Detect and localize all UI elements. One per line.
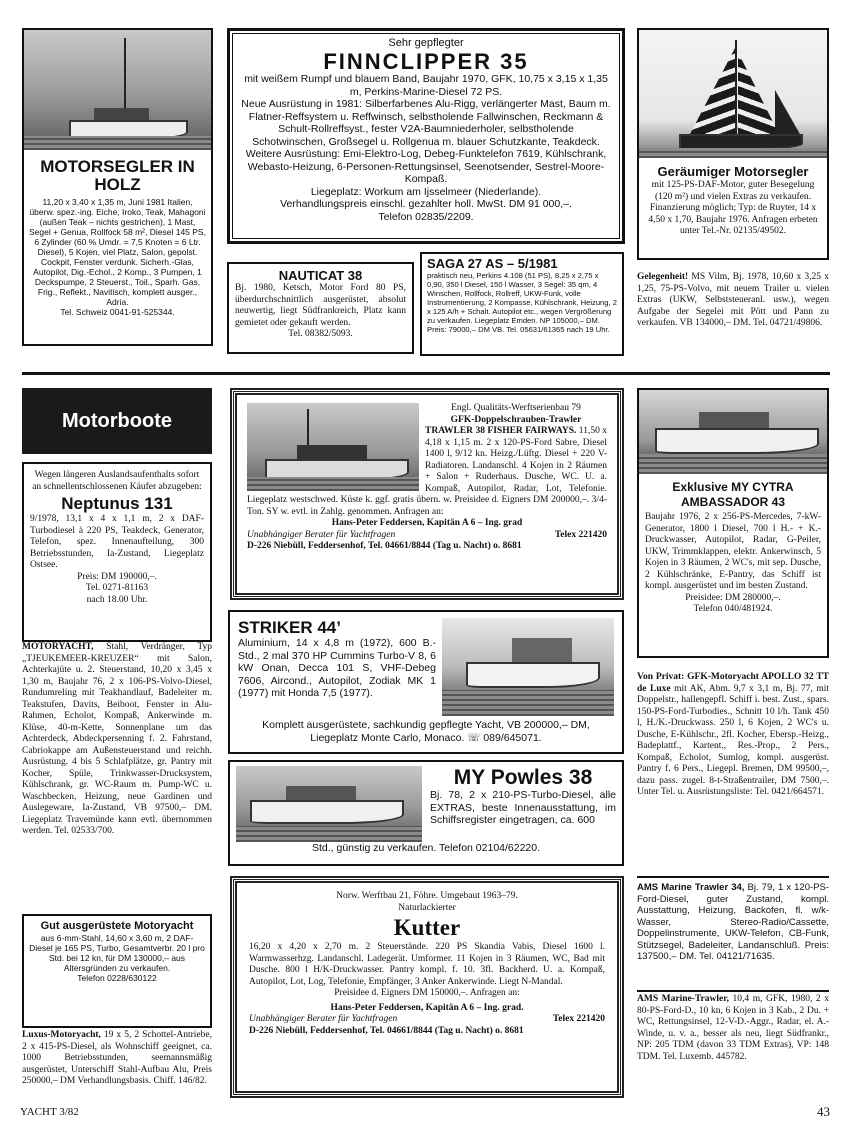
ad-text: aus 6-mm-Stahl, 14,60 x 3,60 m, 2 DAF-Diesel je 165 PS, Turbo, Gesamtverbr. 20 l pro Std. bei 12 kn, für DM 130000,– aus Altersgründen zu verkaufen. bbox=[29, 933, 205, 973]
ad-text: mit 125-PS-DAF-Motor, guter Besegelung (120 m²) und vielen Extras zu verkaufen. Finanzierung möglich; Typ: de Ruyter, 14 x 4,50 x 1,70, Baujahr 1976. Anfragen erbeten unter Tel.-Nr. 02135/49502. bbox=[648, 180, 818, 236]
ad-text: praktisch neu, Perkins 4.108 (51 PS), 8,25 x 2,75 x 0,90, 350 l Diesel, 150 l Wasser, 3 Segel: 35 qm, 4 Winschen, Rollfock, Rollreff, UKW-Funk, volle Instrumentierung, 2 Kompasse, Kühlschrank, Heizung, 2 x 125 A/h + Schalt. Autopilot etc., wegen Vergrößerung zu verkaufen. Liegeplatz Emden. NP 105000,– DM. Preis: 79000,– DM VB. Tel. 05631/61365 nach 19 Uhr. bbox=[427, 271, 617, 334]
ad-text: Bj. 78, 2 x 210-PS-Turbo-Diesel, alle EXTRAS, beste Innenausstattung, im Schiffsregister eingetragen, ca. 600 bbox=[430, 789, 616, 826]
ad-title: SAGA 27 AS – 5/1981 bbox=[427, 256, 558, 271]
ad-lead: Luxus-Motoryacht, bbox=[22, 1030, 101, 1040]
section-label-text: Motorboote bbox=[62, 409, 172, 432]
ad-text: Bj. 1980, Ketsch, Motor Ford 80 PS, überdurchschnittlich ausgerüstet, absolut neuwertig, liegt Südfrankreich, Platz kann gemietet oder gekauft werden. bbox=[235, 283, 406, 328]
ad-price: Preis: DM 190000,–. bbox=[77, 571, 157, 582]
ad-title: Exklusive MY CYTRA AMBASSADOR 43 bbox=[672, 480, 794, 509]
section-label bbox=[22, 388, 212, 454]
ad-contact: Telefon 02835/2209. bbox=[378, 210, 474, 223]
ad-lead: AMS Marine-Trawler, bbox=[637, 994, 729, 1004]
footer-issue: YACHT 3/82 bbox=[20, 1106, 79, 1118]
ad-text: 11,50 x 4,18 x 1,15 m. 2 x 120-PS-Ford Sabre, Diesel 1400 l, 9/12 kn. Heizg./Lüftg. Diesel + 220 V-Radiatoren. Landanschl. 4 Kojen in 2 Räumen + Salon + Ruderhaus. Dusche, WC. U. a. Kompaß, Autopilot, Radar, Lot, Telefonie. Liegeplatz westschwed. Küste k. ggf. gratis übern. w. Preisidee d. Eigners DM 200000,–. 3/4-Ton. SY w. evtl. in Zahlg. genommen. Anfragen an: bbox=[247, 426, 608, 517]
ad-title: MOTORSEGLER IN HOLZ bbox=[40, 157, 195, 194]
ad-powles bbox=[228, 760, 624, 866]
ad-title: NAUTICAT 38 bbox=[278, 268, 363, 283]
ad-contact: nach 18.00 Uhr. bbox=[86, 594, 148, 605]
ad-kicker: Naturlackierter bbox=[398, 902, 456, 913]
ad-dealer: Hans-Peter Feddersen, Kapitän A 6 – Ing. grad. bbox=[330, 1002, 524, 1013]
column-divider bbox=[637, 876, 829, 878]
ad-title: STRIKER 44’ bbox=[238, 618, 341, 637]
ad-telex: Telex 221420 bbox=[554, 529, 607, 540]
ad-address: D-226 Niebüll, Feddersenhof, Tel. 04661/8844 (Tag u. Nacht) o. 8681 bbox=[249, 1025, 524, 1036]
ad-motoryacht bbox=[22, 642, 212, 914]
ad-text: mit AK, Abm. 9,7 x 3,1 m, Bj. 77, mit Doppelstr., hallengepfl. Schiff i. best. Zust., spars. 150-PS-Ford-Turbodies., Schnitt 10 l/h. Tank 450 l, H./K.-Druckwass. 250 l, 6 Kojen, 2 WC's u. Dusche, E-Kühlschr., 2fl. Kocher, Ebersp.-Heizg., Badeplattf., Kartent., Res.-Prop., 2 Pers., Kompaß, Echolot, Sumlog, kompl. ausgerüst. Pantry f. 6 Pers., Liegepl. Bremen, DM 99500,–, dazu pass. zugel. 8-t-Straßentrailer, DM 7500,–. Unter Tel. u. Ausrüstungsliste: Tel. 0421/664571. bbox=[637, 683, 829, 797]
ad-cytra bbox=[637, 388, 829, 658]
ad-gelegenheit bbox=[637, 272, 829, 360]
ad-lead: MOTORYACHT, bbox=[22, 642, 94, 652]
ad-apollo bbox=[637, 672, 829, 868]
ad-lead: Gelegenheit! bbox=[637, 272, 689, 282]
ad-paragraph: Liegeplatz: Workum am Ijsselmeer (Niederlande). bbox=[310, 185, 542, 198]
ad-text: MS Vilm, Bj. 1978, 10,60 x 3,25 x 1,25, 75-PS-Volvo, mit neuem Trailer u. vielen Extras (UKW, Selbststeueranl. usw.), wegen Aufgabe der Segelei mit Pött und Pann zu verkaufen. VB 134000,– DM. Tel. 04721/49806. bbox=[637, 272, 829, 328]
ad-intro: mit weißem Rumpf und blauem Band, Baujahr 1970, GFK, 10,75 x 3,15 x 1,35 m, Perkins-Marine-Diesel 72 PS. bbox=[244, 73, 608, 98]
ad-kicker: Engl. Qualitäts-Werftserienbau 79 bbox=[451, 403, 581, 413]
ad-text: Baujahr 1976, 2 x 256-PS-Mercedes, 7-kW-Generator, 1800 l Diesel, 700 l H.- + K.-Druckwasser, Autopilot, Radar, G-Peiler, UKW, Trimmklappen, elektr. Ankerwinsch, 5 Kojen in 3 Räumen, 2 WC's, mit sep. Dusche, 2 Kühlschränke, E-Pantry, das Schiff ist kompl. ausgerüstet und im besten Zustand. bbox=[645, 512, 821, 591]
ad-striker bbox=[228, 610, 624, 754]
ad-role: Unabhängiger Berater für Yachtfragen bbox=[249, 1014, 398, 1024]
ad-contact: Tel. 08382/5093. bbox=[288, 329, 353, 339]
ad-finnclipper bbox=[227, 28, 625, 244]
sailboat-photo bbox=[24, 30, 211, 150]
ad-title: Gut ausgerüstete Motoryacht bbox=[40, 920, 194, 932]
ad-contact: Tel. 0271-81163 bbox=[85, 583, 149, 593]
ad-text: 11,20 x 3,40 x 1,35 m, Juni 1981 Italien, überw. spez.-ing. Eiche, Iroko, Teak, Mahagoni (außen Teak – nichts gestrichen), 1 Mast, Segel + Genua, Rollfock 58 m², Diesel 145 PS, 6 Zylinder (60 % Umdr. = 7,5 Knoten = 6 Ltr. Diesel), 5 Kojen, viel Platz, Salon, gepolst. Cockpit, Fenster verdunk. Sicherh.-Glas, Autopilot, Dig.-Echol., 2 Komp., 3 Pumpen, 1 Deckspumpe, 2 Steuerst., Toil., Sparh. Gas, Frig., Reflekt., Navitisch, komplett ausger., Adria. bbox=[29, 197, 206, 307]
striker-photo bbox=[442, 618, 614, 716]
ad-subtitle: GFK-Doppelschrauben-Trawler bbox=[450, 414, 582, 425]
column-divider bbox=[637, 990, 829, 992]
ad-title: Kutter bbox=[393, 915, 461, 940]
ad-telex: Telex 221420 bbox=[552, 1014, 605, 1024]
ad-kicker: Norw. Werftbau 21, Föhre. Umgebaut 1963–79. bbox=[336, 891, 518, 901]
ad-lead: Von Privat: GFK-Motoryacht APOLLO 32 TT de Luxe bbox=[637, 672, 829, 694]
ad-saga bbox=[420, 252, 624, 356]
ad-text: 16,20 x 4,20 x 2,70 m. 2 Steuerstände. 220 PS Skandia Vabis, Diesel 1600 l. Warmwasserhzg. Landanschl. Ladegerät. Umformer. 11 Kojen in 3 Räumen, WC, Bad mit Dusche. 800 l H/K-Druckwasser. Pantry kompl. f. 10. 3fl. Backherd. U. a. Kompaß, Autopilot, Lot, Log, Telefonie, Empfänger, 3 Anker Ankerwinde. Liegt N-Mandal. bbox=[249, 942, 605, 987]
footer-page-number: 43 bbox=[817, 1104, 830, 1119]
ad-contact: Tel. Schweiz 0041-91-525344. bbox=[60, 307, 175, 317]
ad-text: 19 x 5, 2 Schottel-Antriebe, 2 x 415-PS-Diesel, als Wohnschiff geeignet, ca. 1000 Betriebsstunden, seemannsmäßig ausgerüstet, Unterschiff Stahl-Aufbau Alu, Preis 250000,– DM Verhandlungsbasis. Chiff. 146/82. bbox=[22, 1030, 212, 1086]
ad-gut-ausgeruestet bbox=[22, 914, 212, 1028]
ad-motorsegler-holz bbox=[22, 28, 213, 346]
ad-title: Neptunus 131 bbox=[61, 494, 173, 513]
ad-luxus bbox=[22, 1030, 212, 1100]
ad-ams-trawler bbox=[637, 994, 829, 1098]
ad-intro: Wegen längeren Auslandsaufenthalts sofort an schnellentschlossenen Käufer abzugeben: bbox=[32, 470, 202, 492]
ad-price: Preisidee: DM 280000,–. bbox=[685, 592, 781, 603]
ad-paragraph: Verhandlungspreis einschl. gezahlter holl. MwSt. DM 91 000,–. bbox=[280, 198, 572, 210]
ad-footer: Komplett ausgerüstete, sachkundig gepflegte Yacht, VB 200000,– DM, Liegeplatz Monte Carlo, Monaco. ☏ 089/645071. bbox=[262, 719, 590, 744]
ad-role: Unabhängiger Berater für Yachtfragen bbox=[247, 529, 396, 540]
ad-footer: Std., günstig zu verkaufen. Telefon 02104/62220. bbox=[311, 842, 541, 854]
cytra-photo bbox=[639, 390, 827, 474]
ad-contact: Telefon 0228/630122 bbox=[77, 973, 157, 983]
ad-title: Geräumiger Motorsegler bbox=[657, 164, 809, 179]
ad-neptunus bbox=[22, 462, 212, 642]
ad-title: MY Powles 38 bbox=[453, 766, 593, 789]
ad-kicker: Sehr gepflegter bbox=[388, 37, 464, 49]
ad-motorsegler-geraeumig bbox=[637, 28, 829, 260]
ad-text: 10,4 m, GFK, 1980, 2 x 80-PS-Ford-D., 10 kn, 6 Kojen in 3 Kab., 2 Du. + WC, Rettungsinsel, 12-V-D.-Aggr., Radar, el. A.-Winde, u. v. a., besser als neu, liegt Südfrankr., NP: 205 TDM (davon 33 TDM Extras), VP: 148 TDM. Tel. Luxemb. 445782. bbox=[637, 994, 829, 1062]
ad-trawler bbox=[230, 388, 624, 600]
ad-text: Stahl, Verdränger, Typ „TJEUKEMEER-KREUZER“ mit Salon, Achterkajüte u. 2. Steuerstand, 10,20 x 3,45 x 1,30 m, Baujahr 76, 2 x 106-PS-Volvo-Diesel, Rundumreling mit Teakhandlauf, Badeleiter m. Teakstufen, Davits, Beiboot, Fenster in Alu-Rahmen, Echolot, Kompaß, Ankerwinde m. Klüse, 40-m-Kette, Sonnenplane um das Achterdeck, Abdeckpersenning f. 2. Fahrstand, Cabriokappe am Außensteuerstand und reichh. Ausrüstung. 4 bis 5 Schlafplätze, gr. Pantry mit Kocher, Spüle, Trinkwasser-Drucksystem, Kühlschrank, gr. WC-Raum m. Pump-WC u. Waschbecken, Heizung, neue Gardinen und Auslegeware, Ia-Zustand, VB 97500,– DM. Liegeplatz Travemünde kann evtl. übernommen werden. Tel. 02533/700. bbox=[22, 642, 212, 836]
section-divider bbox=[22, 372, 830, 375]
trawler-photo bbox=[247, 403, 419, 491]
ad-text: 9/1978, 13,1 x 4 x 1,1 m, 2 x DAF-Turbodiesel à 220 PS, Teakdeck, Generator, Telefon, spez. Innenaufteilung, 300 Betriebsstunden, Ia-Zustand, Liegeplatz Ostsee. bbox=[30, 514, 204, 570]
ad-title: TRAWLER 38 FISHER FAIRWAYS. bbox=[425, 426, 577, 436]
ad-ams-trawler-34 bbox=[637, 882, 829, 988]
ad-kutter bbox=[230, 876, 624, 1098]
sailboat-photo bbox=[639, 30, 827, 158]
ad-title: FINNCLIPPER 35 bbox=[323, 49, 529, 74]
ad-text: Aluminium, 14 x 4,8 m (1972), 600 B.-Std., 2 mal 370 HP Cummins Turbo-V 8, 6 kW Onan, Decca 101 S, VHF-Debeg 7606, Aircond., Autopilot, Zodiak MK 1 (1977) mit Honda 7,5 (1977). bbox=[238, 637, 436, 699]
ad-dealer: Hans-Peter Feddersen, Kapitän A 6 – Ing. grad bbox=[331, 518, 523, 528]
ad-address: D-226 Niebüll, Feddersenhof, Tel. 04661/8844 (Tag u. Nacht) o. 8681 bbox=[247, 541, 522, 551]
ad-text: Bj. 79, 1 x 120-PS-Ford-Diesel, guter Zustand, kompl. Ausstattung, Heizung, Backofen, fl. w/k-Wasser, Stereo-Radio/Cassette, Doppelinstrumente, UKW-Telefon, CB-Funk, Stützsegel, Badeleiter, Landanschluß. Preis: 137500,– DM. Tel. 04121/71635. bbox=[637, 882, 829, 962]
ad-price: Preisidee d. Eigners DM 150000,–. Anfragen an: bbox=[334, 988, 520, 998]
powles-photo bbox=[236, 766, 422, 842]
ad-lead: AMS Marine Trawler 34, bbox=[637, 882, 745, 893]
ad-nauticat bbox=[227, 262, 414, 354]
ad-paragraph: Weitere Ausrüstung: Emi-Elektro-Log, Debeg-Funktelefon 7619, Kühlschrank, Webasto-Heizung, 6-Personen-Rettungsinsel, Seenotsender, Sestrel-Moore-Kompaß. bbox=[245, 148, 607, 185]
ad-contact: Telefon 040/481924. bbox=[693, 604, 773, 614]
ad-paragraph: Neue Ausrüstung in 1981: Silberfarbenes Alu-Rigg, verlängerter Mast, Baum m. Flatner-Reffsystem u. Reffwinsch, selbstholende Fallwinschen, Reckmann & Schult-Rollreffsyst., fester V2A-Baumniederholer, selbstholende Schotwinschen, Großsegel u. Rollgenua m. blauer Schutzkante, Teakdeck. bbox=[241, 98, 611, 148]
